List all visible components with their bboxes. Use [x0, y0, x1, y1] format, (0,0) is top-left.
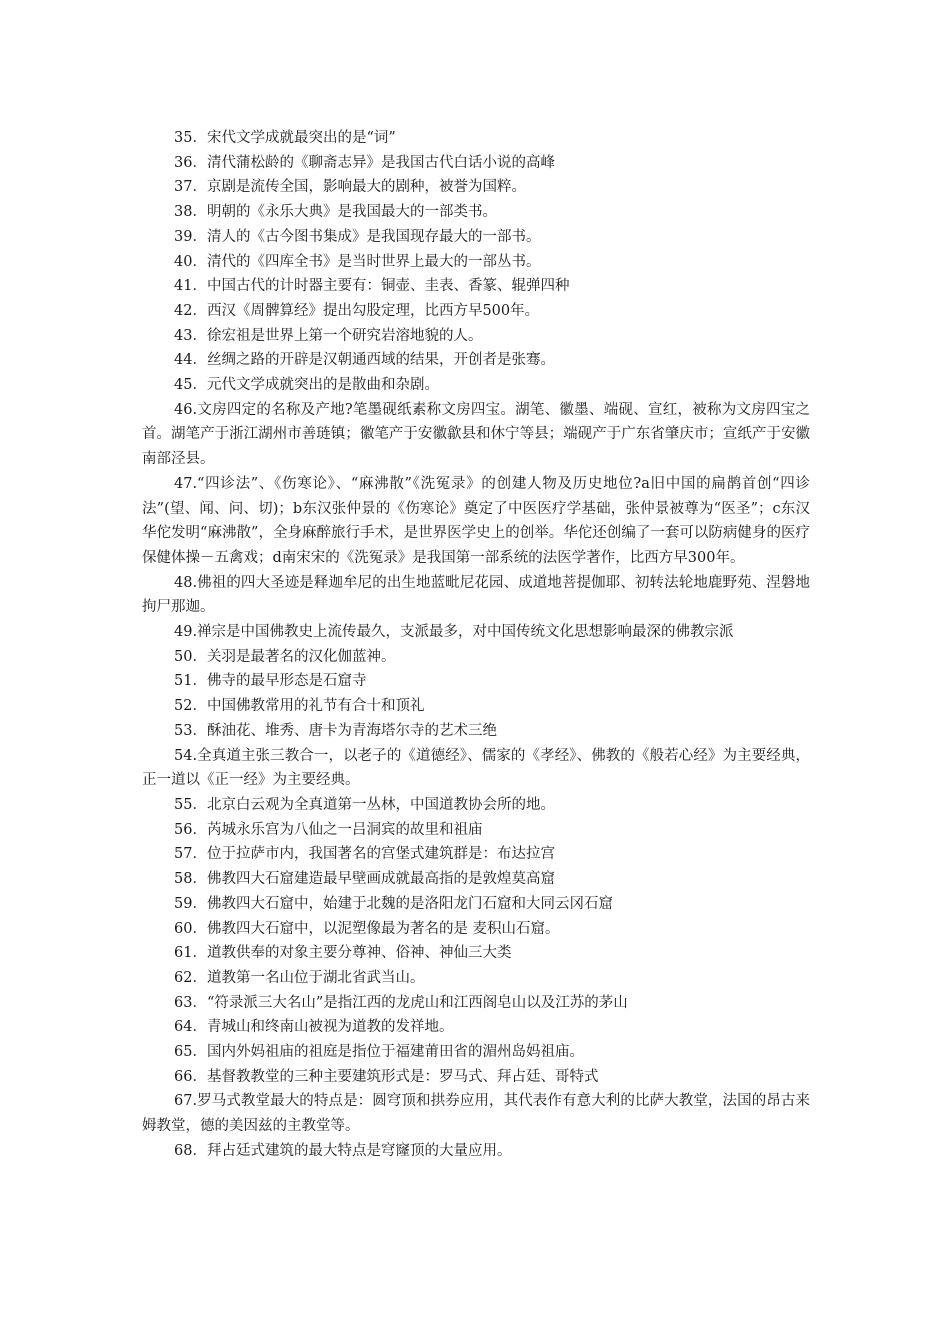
- list-item: 62．道教第一名山位于湖北省武当山。: [174, 969, 425, 986]
- list-item: 50．关羽是最著名的汉化伽蓝神。: [174, 648, 396, 665]
- list-item: 38．明朝的《永乐大典》是我国最大的一部类书。: [174, 204, 497, 221]
- list-item: 64．青城山和终南山被视为道教的发祥地。: [174, 1019, 454, 1036]
- list-item: 44．丝绸之路的开辟是汉朝通西域的结果，开创者是张骞。: [174, 352, 555, 369]
- document-body: [142, 126, 810, 1164]
- list-item: 68．拜占廷式建筑的最大特点是穹窿顶的大量应用。: [174, 1142, 512, 1159]
- list-item: 56．芮城永乐宫为八仙之一吕洞宾的故里和祖庙: [174, 821, 483, 838]
- list-item: 67.罗马式教堂最大的特点是：圆穹顶和拱券应用，其代表作有意大利的比萨大教堂，法国的昂古来姆教堂，德的美因兹的主教堂等。: [142, 1093, 810, 1135]
- list-item: 48.佛祖的四大圣迹是释迦牟尼的出生地蓝毗尼花园、成道地菩提伽耶、初转法轮地鹿野苑、涅磐地拘尸那迦。: [142, 574, 810, 616]
- list-item: 59．佛教四大石窟中，始建于北魏的是洛阳龙门石窟和大同云冈石窟: [174, 895, 613, 912]
- list-item: 58．佛教四大石窟建造最早壁画成就最高指的是敦煌莫高窟: [174, 871, 555, 888]
- list-item: 45．元代文学成就突出的是散曲和杂剧。: [174, 377, 439, 394]
- list-item: 37．京剧是流传全国，影响最大的剧种，被誉为国粹。: [174, 179, 526, 196]
- list-item: 49.禅宗是中国佛教史上流传最久，支派最多，对中国传统文化思想影响最深的佛教宗派: [174, 624, 734, 641]
- list-item: 53．酥油花、堆秀、唐卡为青海塔尔寺的艺术三绝: [174, 722, 497, 739]
- list-item: 36．清代蒲松龄的《聊斋志异》是我国古代白话小说的高峰: [174, 154, 555, 171]
- list-item: 40．清代的《四库全书》是当时世界上最大的一部丛书。: [174, 253, 541, 270]
- list-item: 54.全真道主张三教合一，以老子的《道德经》、儒家的《孝经》、佛教的《般若心经》为主要经典，正一道以《正一经》为主要经典。: [142, 747, 810, 789]
- list-item: 57．位于拉萨市内，我国著名的宫堡式建筑群是：布达拉宫: [174, 846, 555, 863]
- list-item: 35．宋代文学成就最突出的是“词”: [174, 130, 396, 146]
- list-item: 51．佛寺的最早形态是石窟寺: [174, 673, 367, 690]
- list-item: 39．清人的《古今图书集成》是我国现存最大的一部书。: [174, 228, 541, 245]
- list-item: 47.“四诊法”、《伤寒论》、“麻沸散”《洗冤录》的创建人物及历史地位?a旧中国的扁鹊首创“四诊法”(望、闻、问、切)；b东汉张仲景的《伤寒论》奠定了中医医疗学基础，张仲景被尊为“医圣”；c东汉华佗发明“麻沸散”，全身麻醉旅行手术，是世界医学史上的创举。华佗还创编了一套可以防病健身的医疗保健体操－五禽戏；d南宋宋的《洗冤录》是我国第一部系统的法医学著作，比西方早300年。: [142, 475, 810, 566]
- list-item: 46.文房四定的名称及产地?笔墨砚纸素称文房四宝。湖笔、徽墨、端砚、宣红，被称为文房四宝之首。湖笔产于浙江湖州市善琏镇；徽笔产于安徽歙县和休宁等县；端砚产于广东省肇庆市；宣纸产于安徽南部泾县。: [142, 401, 810, 468]
- list-item: 55．北京白云观为全真道第一丛林，中国道教协会所的地。: [174, 796, 555, 813]
- list-item: 65．国内外妈祖庙的祖庭是指位于福建莆田省的湄州岛妈祖庙。: [174, 1044, 584, 1061]
- list-item: 43．徐宏祖是世界上第一个研究岩溶地貌的人。: [174, 327, 483, 344]
- list-item: 42．西汉《周髀算经》提出勾股定理，比西方早500年。: [174, 302, 540, 319]
- list-item: 41．中国古代的计时器主要有：铜壶、圭表、香篆、辊弹四种: [174, 278, 570, 295]
- list-item: 60．佛教四大石窟中，以泥塑像最为著名的是 麦积山石窟。: [174, 920, 560, 937]
- list-item: 66．基督教教堂的三种主要建筑形式是：罗马式、拜占廷、哥特式: [174, 1068, 599, 1085]
- list-item: 61．道教供奉的对象主要分尊神、俗神、神仙三大类: [174, 945, 512, 962]
- list-item: 52．中国佛教常用的礼节有合十和顶礼: [174, 698, 425, 715]
- list-item: 63．“符录派三大名山”是指江西的龙虎山和江西阁皂山以及江苏的茅山: [174, 994, 628, 1011]
